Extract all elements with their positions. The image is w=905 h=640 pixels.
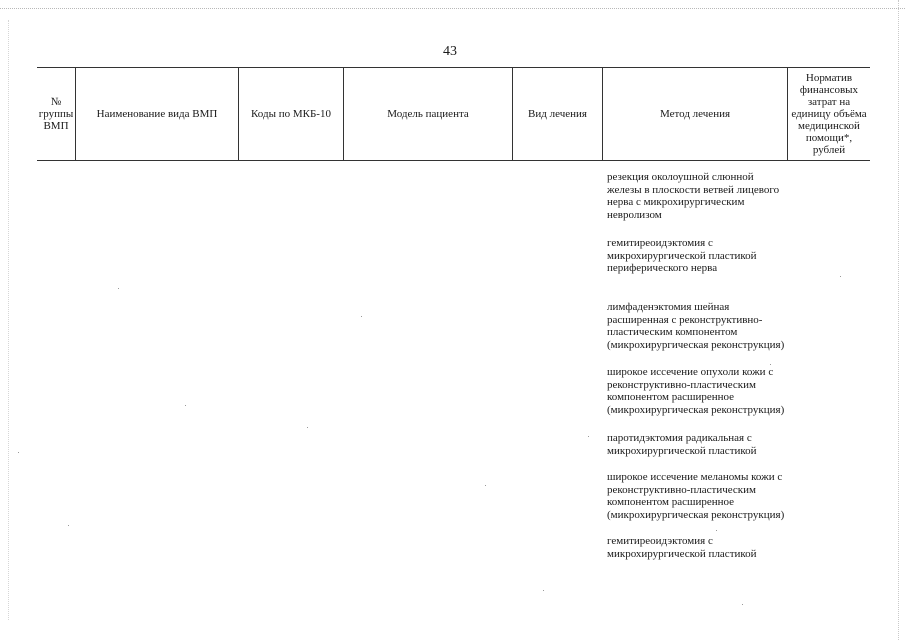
- scan-speck: [361, 316, 362, 317]
- scan-speck: [68, 525, 69, 526]
- scan-speck: [118, 288, 119, 289]
- scan-top-edge: [0, 0, 905, 9]
- table-header: [37, 67, 870, 161]
- scan-speck: [840, 276, 841, 277]
- header-vmp-type: Наименование вида ВМП: [75, 68, 238, 160]
- scan-right-edge: [897, 0, 899, 640]
- treatment-method-item: лимфаденэктомия шейная расширенная с реконструктивно- пластическим компонентом (микрохирургическая реконструкция): [607, 301, 785, 351]
- page-number: 43: [443, 44, 457, 59]
- scan-speck: [185, 405, 186, 406]
- scan-speck: [716, 530, 717, 531]
- treatment-method-item: паротидэктомия радикальная с микрохирургической пластикой: [607, 432, 757, 457]
- treatment-method-item: широкое иссечение меланомы кожи с реконструктивно-пластическим компонентом расширенное (микрохирургическая реконструкция): [607, 471, 785, 521]
- scan-speck: [485, 485, 486, 486]
- scan-left-edge: [8, 20, 10, 620]
- scan-speck: [770, 364, 771, 365]
- treatment-method-item: гемитиреоидэктомия с микрохирургической пластикой: [607, 535, 757, 560]
- header-cost-standard: Норматив финансовых затрат на единицу объёма медицинской помощи*, рублей: [787, 68, 870, 160]
- treatment-method-item: гемитиреоидэктомия с микрохирургической пластикой периферического нерва: [607, 237, 757, 275]
- header-group-number: № группы ВМП: [38, 96, 74, 132]
- scan-speck: [307, 427, 308, 428]
- header-treatment-type: Вид лечения: [512, 68, 602, 160]
- scan-speck: [742, 604, 743, 605]
- header-patient-model: Модель пациента: [343, 68, 512, 160]
- header-icd-codes: Коды по МКБ-10: [238, 68, 343, 160]
- scan-speck: [588, 436, 589, 437]
- treatment-method-item: резекция околоушной слюнной железы в плоскости ветвей лицевого нерва с микрохирургическим невролизом: [607, 171, 780, 221]
- scan-speck: [543, 590, 544, 591]
- treatment-method-item: широкое иссечение опухоли кожи с реконструктивно-пластическим компонентом расширенное (микрохирургическая реконструкция): [607, 366, 785, 416]
- header-treatment-method: Метод лечения: [602, 68, 787, 160]
- scan-speck: [18, 452, 19, 453]
